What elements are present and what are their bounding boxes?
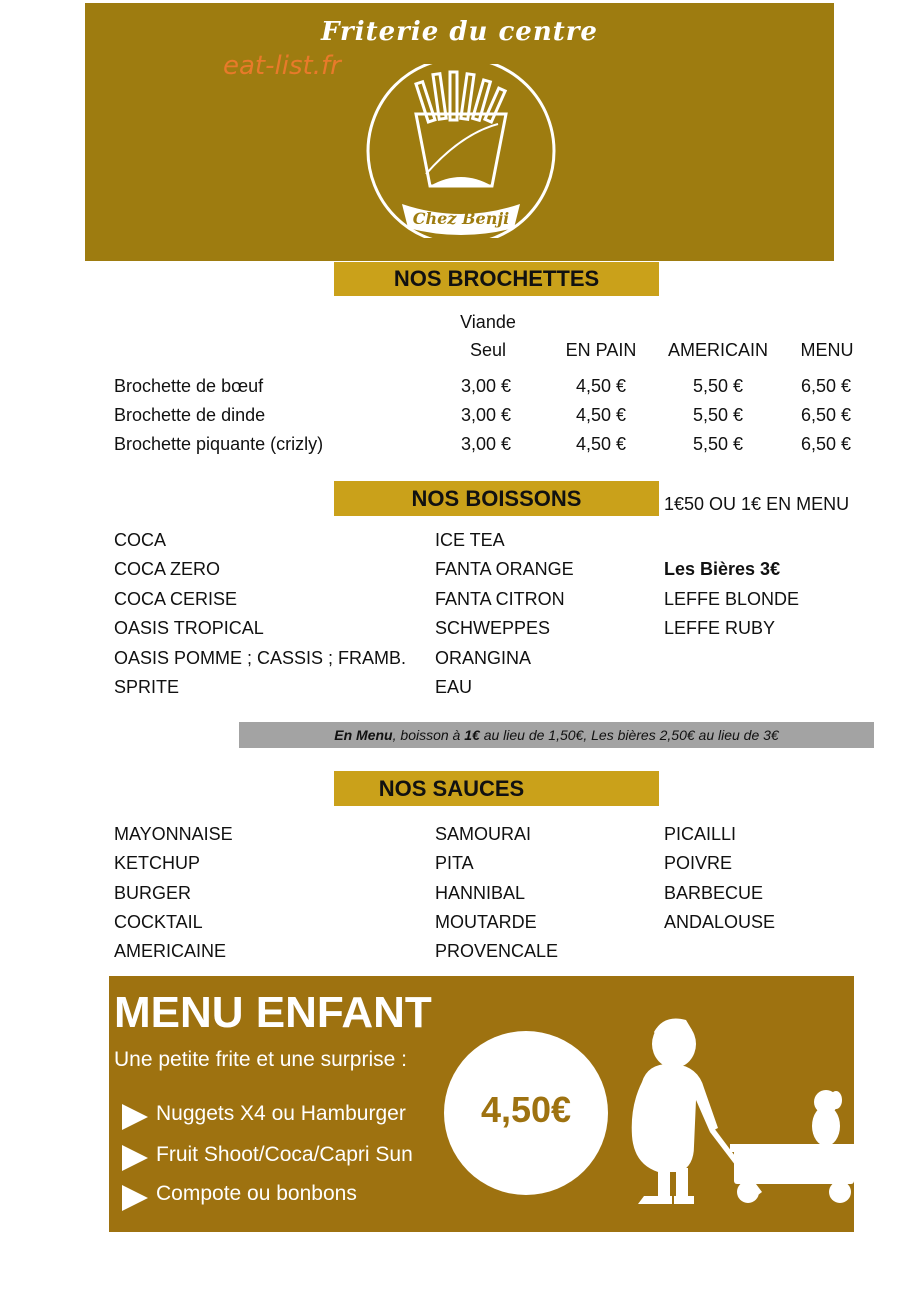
menu-enfant-item: Nuggets X4 ou Hamburger: [156, 1102, 406, 1125]
drink-item: COCA ZERO: [114, 559, 221, 579]
drink-item: OASIS POMME ; CASSIS ; FRAMB.: [114, 648, 407, 668]
beer-item: LEFFE BLONDE: [664, 589, 800, 609]
sauce-item: POIVRE: [664, 853, 733, 873]
sauce-item: SAMOURAI: [435, 824, 532, 844]
sauce-item: PICAILLI: [664, 824, 737, 844]
menu-enfant-price: 4,50€: [480, 1089, 572, 1130]
menu-enfant-subtitle: Une petite frite et une surprise :: [114, 1048, 407, 1071]
brochette-name: Brochette de bœuf: [114, 376, 264, 396]
drink-item: EAU: [435, 677, 473, 697]
price-en-pain: 4,50 €: [575, 434, 627, 454]
child-with-wagon-icon: [614, 996, 854, 1211]
bullet-arrow-icon: [122, 1145, 148, 1171]
drink-item: SPRITE: [114, 677, 180, 697]
price-americain: 5,50 €: [692, 405, 744, 425]
drink-item: ICE TEA: [435, 530, 505, 550]
col-header-menu: MENU: [800, 340, 854, 360]
bullet-arrow-icon: [122, 1104, 148, 1130]
price-circle: [444, 1031, 608, 1195]
menu-enfant-title: MENU ENFANT: [114, 988, 432, 1037]
logo-text: Chez Benji: [412, 209, 510, 228]
sauce-item: BARBECUE: [664, 883, 764, 903]
note-en-menu: En Menu: [334, 727, 393, 743]
price-americain: 5,50 €: [692, 434, 744, 454]
sauce-item: PROVENCALE: [435, 941, 559, 961]
price-menu: 6,50 €: [800, 405, 852, 425]
price-menu: 6,50 €: [800, 376, 852, 396]
drink-item: SCHWEPPES: [435, 618, 551, 638]
brochette-name: Brochette de dinde: [114, 405, 266, 425]
watermark[interactable]: eat-list.fr: [223, 51, 341, 81]
bieres-title: Les Bières 3€: [664, 559, 781, 579]
drink-item: FANTA ORANGE: [435, 559, 574, 579]
menu-enfant-item: Compote ou bonbons: [156, 1182, 357, 1205]
col-header-seul: Seul: [469, 340, 507, 360]
price-en-pain: 4,50 €: [575, 376, 627, 396]
bullet-arrow-icon: [122, 1185, 148, 1211]
sauce-item: HANNIBAL: [435, 883, 526, 903]
brochettes-section-title: NOS BROCHETTES: [334, 262, 659, 296]
header-banner: [85, 3, 834, 261]
note-text: , boisson à: [392, 727, 465, 743]
price-seul: 3,00 €: [460, 405, 512, 425]
col-header-americain: AMERICAIN: [667, 340, 768, 360]
drink-item: COCA: [114, 530, 167, 550]
menu-enfant-panel: [109, 976, 854, 1232]
price-seul: 3,00 €: [460, 376, 512, 396]
note-price: 1€: [464, 727, 480, 743]
sauce-item: MAYONNAISE: [114, 824, 233, 844]
price-americain: 5,50 €: [692, 376, 744, 396]
price-seul: 3,00 €: [460, 434, 512, 454]
sauce-item: PITA: [435, 853, 474, 873]
sauce-item: ANDALOUSE: [664, 912, 776, 932]
drink-item: ORANGINA: [435, 648, 532, 668]
note-text: au lieu de 1,50€, Les bières 2,50€ au lieu de 3€: [479, 727, 779, 743]
sauce-item: MOUTARDE: [435, 912, 537, 932]
price-menu: 6,50 €: [800, 434, 852, 454]
col-header-viande: Viande: [460, 312, 516, 332]
sauce-item: BURGER: [114, 883, 192, 903]
fries-logo-icon: [364, 64, 558, 238]
brand-title: Friterie du centre: [321, 17, 598, 47]
brochette-name: Brochette piquante (crizly): [114, 434, 324, 454]
beer-item: LEFFE RUBY: [664, 618, 776, 638]
drink-item: OASIS TROPICAL: [114, 618, 264, 638]
sauce-item: KETCHUP: [114, 853, 201, 873]
drink-item: COCA CERISE: [114, 589, 238, 609]
menu-enfant-item: Fruit Shoot/Coca/Capri Sun: [156, 1143, 413, 1166]
price-en-pain: 4,50 €: [575, 405, 627, 425]
col-header-en-pain: EN PAIN: [565, 340, 637, 360]
sauce-item: COCKTAIL: [114, 912, 203, 932]
menu-drink-note: [239, 722, 874, 748]
sauces-title-text: NOS SAUCES: [378, 776, 525, 801]
boissons-section-title: NOS BOISSONS: [334, 481, 659, 516]
boissons-price-note: 1€50 OU 1€ EN MENU: [664, 494, 850, 514]
sauces-section-title: [334, 771, 659, 806]
sauce-item: AMERICAINE: [114, 941, 227, 961]
drink-item: FANTA CITRON: [435, 589, 565, 609]
